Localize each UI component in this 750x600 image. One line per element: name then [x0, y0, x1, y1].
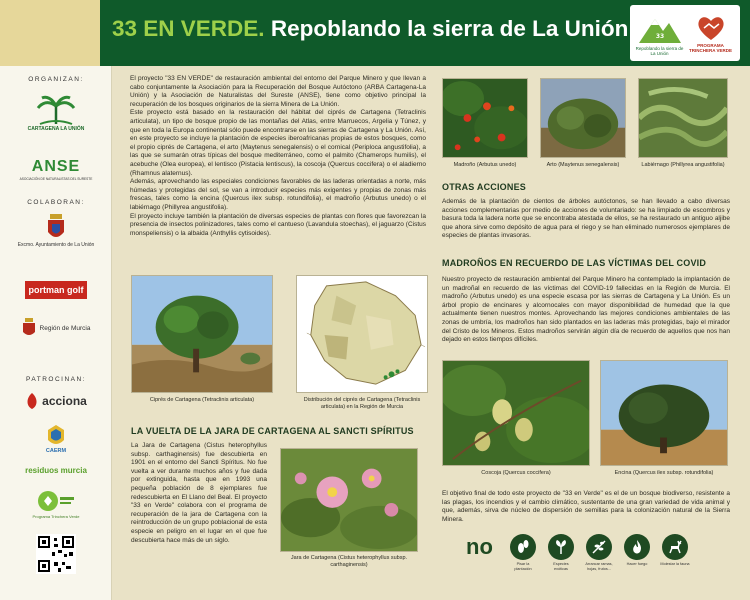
deer-icon: [662, 534, 688, 560]
trinchera-sponsor-text: Programa Trinchera Verde: [32, 514, 80, 519]
jara-caption: Jara de Cartagena (Cistus heterophyllus subsp. carthaginensis): [290, 555, 408, 568]
intro-paragraph-2: Este proyecto está basado en la restauración del hábitat del ciprés de Cartagena (Tetraclinis articulata), un tipo de bosque propio de las montañas del Atlas, entre Marruecos, Argelia y Túnez, y que en toda la Europa continental sólo puede encontrarse en las sierras de Cartagena y La Unión. Así, en este proyecto se incluye la plantación de especies iberoafricanas propias de estos bosques, como el propio ciprés de Cartagena, el arto (Maytenus senegalensis) o el cornical (Periploca angustifolia), a las que se sumarán otras típicas del bosque mediterráneo, como el palmito (Chamerops humilis), el acebuche (Olea europea), el lentisco (Pistacia lentiscus), la coscoja (Quercus coccifera) o el aladierno (Rhamnus alaternus).: [130, 109, 426, 177]
acciona-logo: [6, 392, 106, 410]
logo1-caption: Repoblando la sierra de La Unión: [635, 45, 684, 56]
rule-branch: [584, 534, 614, 571]
anse-text: ANSE: [31, 158, 81, 175]
otras-text: Además de la plantación de cientos de árboles autóctonos, se han llevado a cabo diversas acciones complementarias por medio de acciones de voluntariado: se ha limpiado de escombros y basura toda la ladera norte que se encontraba atestada de ellos, se ha restaurado un antiguo aljibe que ahora sirve como depósito de agua para el riego y se han eliminado numerosos ejemplares de especies de plantas invasoras.: [442, 198, 730, 240]
madrono-caption: Madroño (Arbutus unedo): [453, 162, 517, 168]
fire-icon: [624, 534, 650, 560]
coat-of-arms-icon: [46, 214, 66, 242]
footprint-icon: [510, 534, 536, 560]
labiernago-photo: [638, 78, 728, 158]
rule-fire: [622, 534, 652, 571]
rule-label-3: Hacer fuego: [626, 562, 648, 566]
33-en-verde-logo: [635, 11, 685, 56]
logo2-caption: PROGRAMA TRINCHERA VERDE: [688, 42, 733, 53]
labiernago-caption: Labiérnago (Phillyrea angustifolia): [641, 162, 725, 168]
mountain-logo-icon: [637, 11, 683, 45]
rule-footprint: [508, 534, 538, 571]
madronos-section-title: MADROÑOS EN RECUERDO DE LAS VÍCTIMAS DEL COVID: [442, 258, 707, 268]
rule-label-4: Molestar la fauna: [660, 562, 690, 566]
caerm-logo: [6, 424, 106, 454]
palm-tree-icon: [34, 94, 78, 126]
arto-photo: [540, 78, 626, 158]
cipres-caption: Ciprés de Cartagena (Tetraclinis articulata): [149, 397, 255, 403]
patrocinan-heading: PATROCINAN:: [26, 376, 86, 383]
final-text: El objetivo final de todo este proyecto de "33 en Verde" es el de un bosque biodiverso, resistente a las plagas, los incendios y el cambio climático, sustentante de una gran variedad de vida animal y que, además, sirva de núcleo de dispersión de semillas para la colonización natural de la Sierra Minera.: [442, 490, 730, 523]
intro-paragraph-3: Además, aprovechando las especiales condiciones favorables de las laderas orientadas a norte, más húmedas y protegidas del sol, se van a introducir especies más exigentes y propias de zonas más frescas, tales como la encina (Quercus ilex subsp. rotundifolia), el madroño (Arbutus unedo) o el labiérnago (Phillyrea angustifolia).: [130, 178, 426, 211]
coscoja-photo: [442, 360, 590, 466]
encina-photo: [600, 360, 728, 466]
trinchera-leaf-icon: [36, 488, 76, 514]
no-word: no: [466, 534, 493, 559]
trinchera-verde-logo: [686, 14, 736, 53]
residuos-text: residuos murcia: [25, 466, 87, 475]
cartagena-text: CARTAGENA LA UNIÓN: [27, 126, 85, 132]
rule-label-2: Arrancar ramas, hojas, frutos...: [585, 562, 613, 571]
title-rest: Repoblando la sierra de La Unión: [270, 16, 629, 41]
branch-icon: [586, 534, 612, 560]
arto-caption: Arto (Maytenus senegalensis): [546, 162, 620, 168]
acciona-text: acciona: [42, 394, 87, 408]
cipres-photo: [131, 275, 273, 393]
coscoja-caption: Coscoja (Quercus coccifera): [481, 470, 551, 476]
sponsors-sidebar: [0, 66, 112, 600]
jara-text: La Jara de Cartagena (Cistus heterophyllus subsp. carthaginensis) fue descubierta en 1901 en el entorno del Sancti Spíritus. No fue vuelta a ver durante muchos años y fue dada por extinguida, hasta que en 1993 una pequeña población de 8 ejemplares fue redescubierta en El Llano del Beal. El proyecto "33 en Verde" colabora con el programa de recuperación de la jara de Cartagena con la reintroducción de un grupo poblacional de esta especie en peligro en el lugar en el que fue descubierta hace más de un siglo.: [131, 442, 267, 544]
organizan-heading: ORGANIZAN:: [28, 76, 84, 83]
acciona-leaf-icon: [25, 392, 39, 410]
anse-subtext: ASOCIACIÓN DE NATURALISTAS DEL SURESTE: [19, 177, 93, 181]
caerm-crest-icon: [46, 424, 66, 448]
caerm-text: CAERM: [45, 448, 67, 454]
madrono-photo: [442, 78, 528, 158]
title-accent: 33 EN VERDE.: [112, 16, 265, 41]
jara-photo: [280, 448, 418, 552]
region-murcia-logo: [6, 318, 106, 338]
otras-section-title: OTRAS ACCIONES: [442, 182, 526, 192]
rule-label-1: Especies exóticas: [553, 562, 569, 571]
rule-deer: [660, 534, 690, 571]
ayuntamiento-text: Excmo. Ayuntamiento de La Unión: [17, 242, 95, 248]
murcia-crest-icon: [22, 318, 36, 338]
region-text: Región de Murcia: [39, 324, 91, 332]
portman-logo: [6, 281, 106, 299]
encina-caption: Encina (Quercus ilex subsp. rotundifolia): [614, 470, 714, 476]
distribution-map: [296, 275, 428, 393]
qr-code[interactable]: [6, 534, 106, 574]
cartagena-logo: [6, 94, 106, 132]
intro-text: [130, 75, 426, 238]
plant-icon: [548, 534, 574, 560]
header-bar: [0, 0, 750, 66]
header-logos: [630, 5, 740, 61]
anse-logo: [6, 158, 106, 182]
trinchera-sponsor-logo: [6, 488, 106, 520]
portman-text: portman golf: [28, 285, 84, 295]
qr-code-icon: [36, 534, 76, 574]
svg-text:33: 33: [655, 32, 664, 40]
header-left-stripe: [0, 0, 100, 66]
page-title: [112, 16, 628, 42]
jara-section-title: LA VUELTA DE LA JARA DE CARTAGENA AL SANCTI SPÍRITUS: [131, 426, 414, 436]
colaboran-heading: COLABORAN:: [27, 199, 85, 206]
residuos-logo: [6, 466, 106, 475]
ayuntamiento-logo: [6, 214, 106, 248]
intro-paragraph-1: El proyecto "33 EN VERDE" de restauración ambiental del entorno del Parque Minero y que llevan a cabo conjuntamente la Asociación para la Recuperación del Bosque Autóctono (ARBA Cartagena-La Unión) y la Asociación de Naturalistas del Sureste (ANSE), tiene como objetivo principal la recuperación de los bosques originarios de la sierra Minera de La Unión.: [130, 75, 426, 108]
madronos-text: Nuestro proyecto de restauración ambiental del Parque Minero ha contemplado la implantación de un madroñal en recuerdo de las víctimas del COVID-19 fallecidas en la Región de Murcia. El madroño (Arbutus unedo) es una especie escasa por las sierras de Cartagena y La Unión. Es un árbol propio de encinares y alcornocales con mayor disponibilidad de humedad que la que actualmente tienen nuestros montes. Aprovechando las mejores condiciones ambientales de las zonas de umbría, los madroños han sido plantados en las laderas más protegidas, bajo el mirador del Cristo de los Mineros. Estos madroños servirán algún día de recuerdo de aquellos que nos han dejado en estos tiempos difíciles.: [442, 276, 730, 344]
heart-logo-icon: [696, 14, 726, 42]
rules-icons-row: [508, 534, 690, 571]
rule-plant: [546, 534, 576, 571]
map-caption: Distribución del ciprés de Cartagena (Tetraclinis articulata) en la Región de Murcia: [303, 397, 421, 410]
rule-label-0: Pisar la plantación: [514, 562, 532, 571]
intro-paragraph-4: El proyecto incluye también la plantación de diversas especies de plantas con flores que favorezcan la presencia de insectos polinizadores, tales como el cantueso (Lavandula stoechas), el jaguarzo (Cistus monspeliensis) o la albaida (Anthyllis cytisoides).: [130, 212, 426, 237]
